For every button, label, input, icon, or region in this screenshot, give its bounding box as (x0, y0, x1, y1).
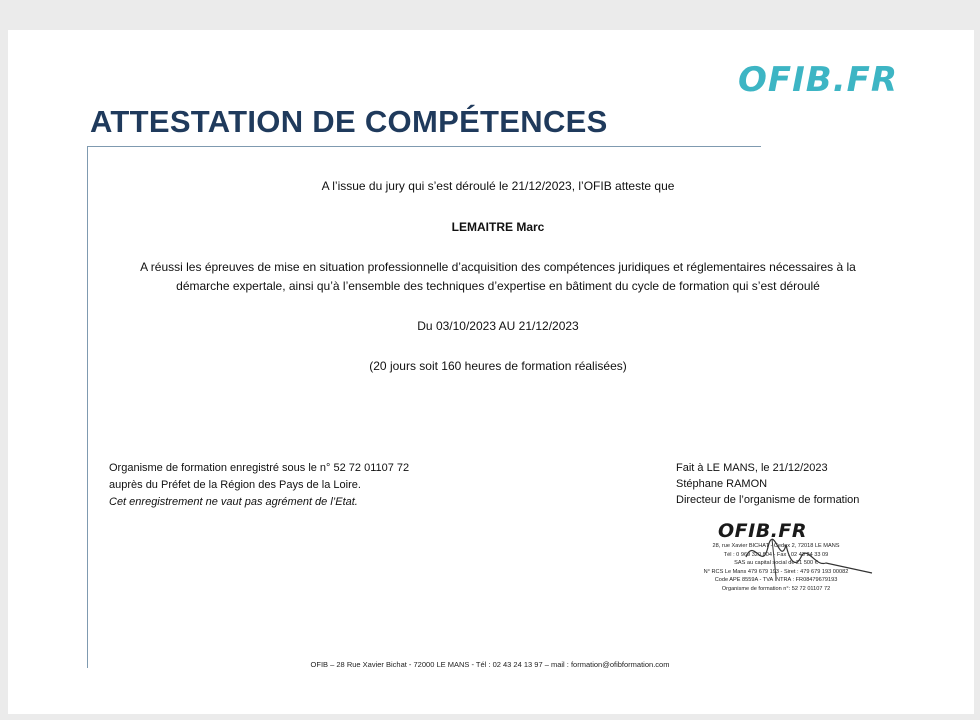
registration-block (109, 460, 409, 511)
registration-disclaimer: Cet enregistrement ne vaut pas agrément de l’Etat. (109, 496, 358, 508)
stamp-line: Tél : 0 969 320 804 - Fax : 02 43 24 33 09 (723, 551, 829, 558)
stamp-line: SAS au capital social de 21 500 € (734, 560, 818, 566)
registration-line-1: Organisme de formation enregistré sous le n° 52 72 01107 72 (109, 462, 410, 474)
page-title: ATTESTATION DE COMPÉTENCES (90, 104, 608, 139)
candidate-name: LEMAITRE Marc (451, 220, 545, 234)
place-date: Fait à LE MANS, le 21/12/2023 (676, 462, 828, 474)
registration-line-2: auprès du Préfet de la Région des Pays de la Loire. (109, 479, 361, 491)
stamp-line: N° RCS Le Mans 479 679 193 - Siret : 479 679 193 00082 (703, 568, 849, 575)
left-margin-rule (87, 146, 88, 668)
stamp-line: Organisme de formation n°: 52 72 01107 72 (721, 585, 831, 592)
stamp-logo: OFIB.FR (718, 520, 808, 542)
intro-text: A l’issue du jury qui s’est déroulé le 21/12/2023, l’OFIB atteste que (321, 179, 675, 193)
page-footer: OFIB – 28 Rue Xavier Bichat - 72000 LE MANS - Tél : 02 43 24 13 97 – mail : formation@ofibformation.com (310, 660, 670, 669)
ofib-logo: OFIB.FR (738, 60, 899, 100)
signatory-name: Stéphane RAMON (676, 478, 768, 490)
body-line-2: démarche expertale, ainsi qu’à l’ensemble des techniques d’expertise en bâtiment du cycle de formation qui s’est déroulé (176, 279, 820, 293)
training-dates: Du 03/10/2023 AU 21/12/2023 (417, 319, 579, 333)
signatory-block (676, 460, 859, 508)
training-duration: (20 jours soit 160 heures de formation réalisées) (369, 359, 627, 373)
signatory-role: Directeur de l’organisme de formation (676, 494, 860, 506)
body-line-1: A réussi les épreuves de mise en situation professionnelle d’acquisition des compétences juridiques et réglementaires nécessaires à la (140, 260, 856, 274)
stamp-line: 28, rue Xavier BICHAT - Cedex 2, 72018 LE MANS (712, 543, 840, 549)
company-stamp (676, 517, 876, 601)
handwritten-signature (676, 517, 876, 601)
stamp-line: Code APE 8559A - TVA INTRA : FR08479679193 (714, 577, 838, 583)
title-rule (87, 146, 761, 147)
